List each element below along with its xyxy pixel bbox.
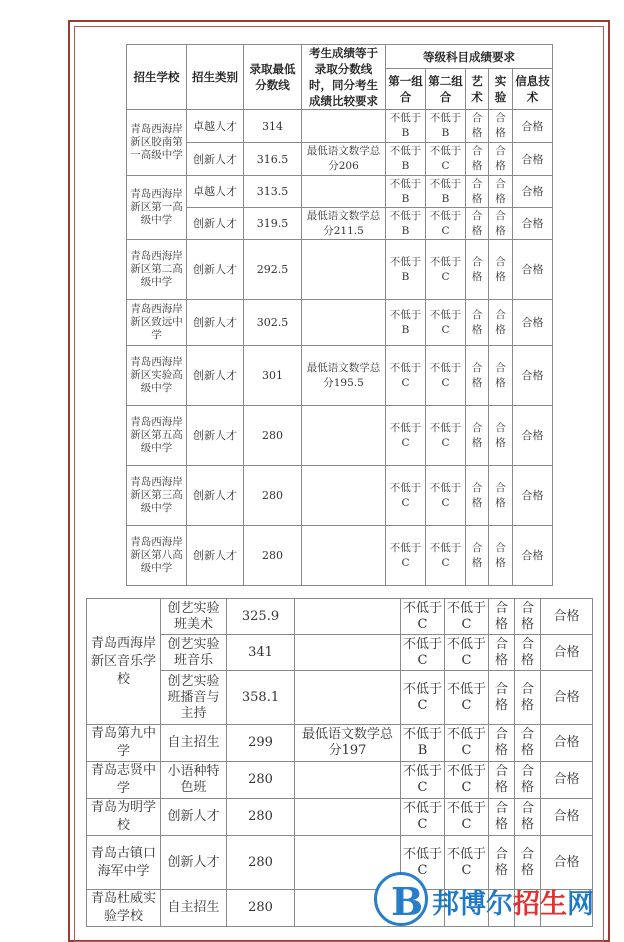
group2-cell: 不低于C — [445, 671, 489, 725]
header-grade-requirements: 等级科目成绩要求 — [386, 45, 553, 69]
tie-cell — [302, 300, 386, 346]
lab-cell: 合格 — [515, 671, 541, 725]
school-cell: 青岛西海岸新区第一高级中学 — [127, 176, 187, 240]
category-cell: 自主招生 — [161, 890, 227, 927]
it-cell: 合格 — [541, 671, 593, 725]
group2-cell: 不低于B — [426, 176, 466, 208]
category-cell: 创艺实验班音乐 — [161, 635, 227, 671]
category-cell: 卓越人才 — [187, 110, 244, 143]
tie-cell: 最低语文数学总分211.5 — [302, 208, 386, 240]
it-cell: 合格 — [541, 725, 593, 762]
header-tie-rule: 考生成绩等于录取分数线时，同分考生成绩比较要求 — [302, 45, 386, 110]
score-cell: 280 — [227, 799, 295, 836]
school-cell: 青岛西海岸新区第二高级中学 — [127, 240, 187, 300]
group1-cell: 不低于B — [386, 176, 426, 208]
group2-cell: 不低于C — [426, 346, 466, 406]
group1-cell: 不低于C — [386, 406, 426, 466]
group1-cell: 不低于C — [401, 799, 445, 836]
score-cell: 280 — [227, 890, 295, 927]
group1-cell: 不低于B — [401, 725, 445, 762]
category-cell: 创新人才 — [161, 799, 227, 836]
tie-cell: 最低语文数学总分206 — [302, 143, 386, 176]
art-cell: 合格 — [466, 346, 489, 406]
it-cell: 合格 — [513, 526, 553, 586]
lab-cell: 合格 — [515, 635, 541, 671]
it-cell: 合格 — [513, 143, 553, 176]
lab-cell: 合格 — [489, 346, 513, 406]
header-art: 艺术 — [466, 69, 489, 110]
score-cell: 325.9 — [227, 599, 295, 635]
score-cell: 280 — [227, 836, 295, 890]
it-cell: 合格 — [513, 466, 553, 526]
category-cell: 创新人才 — [161, 836, 227, 890]
lab-cell: 合格 — [489, 143, 513, 176]
group2-cell: 不低于C — [445, 799, 489, 836]
it-cell: 合格 — [541, 599, 593, 635]
tie-cell — [302, 406, 386, 466]
score-cell: 280 — [244, 526, 302, 586]
group1-cell: 不低于B — [386, 240, 426, 300]
school-cell: 青岛古镇口海军中学 — [87, 836, 161, 890]
score-cell: 301 — [244, 346, 302, 406]
art-cell: 合格 — [489, 599, 515, 635]
group2-cell: 不低于C — [445, 599, 489, 635]
score-cell: 316.5 — [244, 143, 302, 176]
category-cell: 创新人才 — [187, 526, 244, 586]
art-cell: 合格 — [489, 635, 515, 671]
lab-cell: 合格 — [515, 725, 541, 762]
score-cell: 314 — [244, 110, 302, 143]
school-cell: 青岛西海岸新区音乐学校 — [87, 599, 161, 725]
group1-cell: 不低于B — [386, 110, 426, 143]
score-cell: 280 — [244, 466, 302, 526]
group1-cell: 不低于B — [386, 143, 426, 176]
lab-cell: 合格 — [515, 599, 541, 635]
tie-cell — [295, 671, 401, 725]
art-cell: 合格 — [489, 671, 515, 725]
site-logo-watermark[interactable] — [372, 870, 622, 930]
it-cell: 合格 — [513, 110, 553, 143]
group1-cell: 不低于B — [386, 208, 426, 240]
tie-cell — [302, 526, 386, 586]
art-cell: 合格 — [466, 406, 489, 466]
school-cell: 青岛西海岸新区实验高级中学 — [127, 346, 187, 406]
group1-cell: 不低于C — [386, 346, 426, 406]
school-cell: 青岛西海岸新区第八高级中学 — [127, 526, 187, 586]
group1-cell: 不低于C — [401, 599, 445, 635]
tie-cell — [302, 176, 386, 208]
tie-cell — [295, 599, 401, 635]
group1-cell: 不低于C — [401, 762, 445, 799]
school-cell: 青岛西海岸新区胶南第一高级中学 — [127, 110, 187, 176]
lab-cell: 合格 — [515, 836, 541, 890]
score-cell: 313.5 — [244, 176, 302, 208]
group1-cell: 不低于C — [401, 671, 445, 725]
header-it: 信息技术 — [513, 69, 553, 110]
category-cell: 创新人才 — [187, 346, 244, 406]
group2-cell: 不低于C — [445, 836, 489, 890]
lab-cell: 合格 — [489, 110, 513, 143]
category-cell: 小语种特色班 — [161, 762, 227, 799]
category-cell: 创新人才 — [187, 300, 244, 346]
tie-cell — [295, 799, 401, 836]
header-group2: 第二组合 — [426, 69, 466, 110]
art-cell: 合格 — [489, 725, 515, 762]
art-cell: 合格 — [466, 300, 489, 346]
score-cell: 299 — [227, 725, 295, 762]
lab-cell: 合格 — [515, 762, 541, 799]
header-school: 招生学校 — [127, 45, 187, 110]
it-cell: 合格 — [541, 762, 593, 799]
group2-cell: 不低于C — [426, 300, 466, 346]
school-cell: 青岛志贤中学 — [87, 762, 161, 799]
lab-cell: 合格 — [489, 526, 513, 586]
group2-cell: 不低于C — [426, 466, 466, 526]
tie-cell — [302, 110, 386, 143]
lab-cell: 合格 — [489, 176, 513, 208]
it-cell: 合格 — [541, 799, 593, 836]
school-cell: 青岛西海岸新区第三高级中学 — [127, 466, 187, 526]
it-cell: 合格 — [541, 635, 593, 671]
header-category: 招生类别 — [187, 45, 244, 110]
tie-cell: 最低语文数学总分195.5 — [302, 346, 386, 406]
score-cell: 280 — [244, 406, 302, 466]
category-cell: 创新人才 — [187, 240, 244, 300]
score-cell: 358.1 — [227, 671, 295, 725]
lab-cell: 合格 — [489, 406, 513, 466]
group2-cell: 不低于C — [445, 725, 489, 762]
it-cell: 合格 — [513, 300, 553, 346]
it-cell: 合格 — [513, 240, 553, 300]
category-cell: 创艺实验班美术 — [161, 599, 227, 635]
group1-cell: 不低于C — [401, 635, 445, 671]
logo-text: 邦博尔招生网 — [432, 889, 594, 920]
logo-b-icon: B — [374, 872, 428, 926]
group2-cell: 不低于C — [426, 240, 466, 300]
group2-cell: 不低于C — [426, 208, 466, 240]
lab-cell: 合格 — [489, 300, 513, 346]
art-cell: 合格 — [489, 762, 515, 799]
art-cell: 合格 — [466, 110, 489, 143]
category-cell: 自主招生 — [161, 725, 227, 762]
art-cell: 合格 — [466, 143, 489, 176]
group2-cell: 不低于C — [445, 635, 489, 671]
score-cell: 302.5 — [244, 300, 302, 346]
tie-cell: 最低语文数学总分197 — [295, 725, 401, 762]
group2-cell: 不低于C — [426, 143, 466, 176]
admission-table-1 — [126, 44, 553, 586]
category-cell: 创新人才 — [187, 406, 244, 466]
school-cell: 青岛为明学校 — [87, 799, 161, 836]
score-cell: 292.5 — [244, 240, 302, 300]
category-cell: 创新人才 — [187, 466, 244, 526]
header-min-score: 录取最低分数线 — [244, 45, 302, 110]
art-cell: 合格 — [466, 240, 489, 300]
group1-cell: 不低于C — [386, 466, 426, 526]
art-cell: 合格 — [466, 526, 489, 586]
art-cell: 合格 — [466, 466, 489, 526]
header-group1: 第一组合 — [386, 69, 426, 110]
category-cell: 卓越人才 — [187, 176, 244, 208]
group2-cell: 不低于C — [445, 762, 489, 799]
score-cell: 341 — [227, 635, 295, 671]
group1-cell: 不低于C — [386, 526, 426, 586]
art-cell: 合格 — [466, 176, 489, 208]
art-cell: 合格 — [466, 208, 489, 240]
group2-cell: 不低于C — [426, 406, 466, 466]
tie-cell — [295, 762, 401, 799]
school-cell: 青岛西海岸新区第五高级中学 — [127, 406, 187, 466]
lab-cell: 合格 — [489, 466, 513, 526]
school-cell: 青岛第九中学 — [87, 725, 161, 762]
group2-cell: 不低于B — [426, 110, 466, 143]
score-cell: 280 — [227, 762, 295, 799]
art-cell: 合格 — [489, 799, 515, 836]
category-cell: 创艺实验班播音与主持 — [161, 671, 227, 725]
lab-cell: 合格 — [515, 799, 541, 836]
tie-cell — [295, 635, 401, 671]
group2-cell: 不低于C — [426, 526, 466, 586]
school-cell: 青岛杜威实验学校 — [87, 890, 161, 927]
lab-cell: 合格 — [489, 208, 513, 240]
category-cell: 创新人才 — [187, 143, 244, 176]
score-cell: 319.5 — [244, 208, 302, 240]
it-cell: 合格 — [541, 836, 593, 890]
group1-cell: 不低于B — [386, 300, 426, 346]
group1-cell: 不低于C — [401, 836, 445, 890]
tie-cell — [302, 466, 386, 526]
tie-cell — [302, 240, 386, 300]
school-cell: 青岛西海岸新区致远中学 — [127, 300, 187, 346]
it-cell: 合格 — [513, 208, 553, 240]
header-lab: 实验 — [489, 69, 513, 110]
it-cell: 合格 — [513, 406, 553, 466]
art-cell: 合格 — [489, 836, 515, 890]
category-cell: 创新人才 — [187, 208, 244, 240]
it-cell: 合格 — [513, 346, 553, 406]
lab-cell: 合格 — [489, 240, 513, 300]
it-cell: 合格 — [513, 176, 553, 208]
